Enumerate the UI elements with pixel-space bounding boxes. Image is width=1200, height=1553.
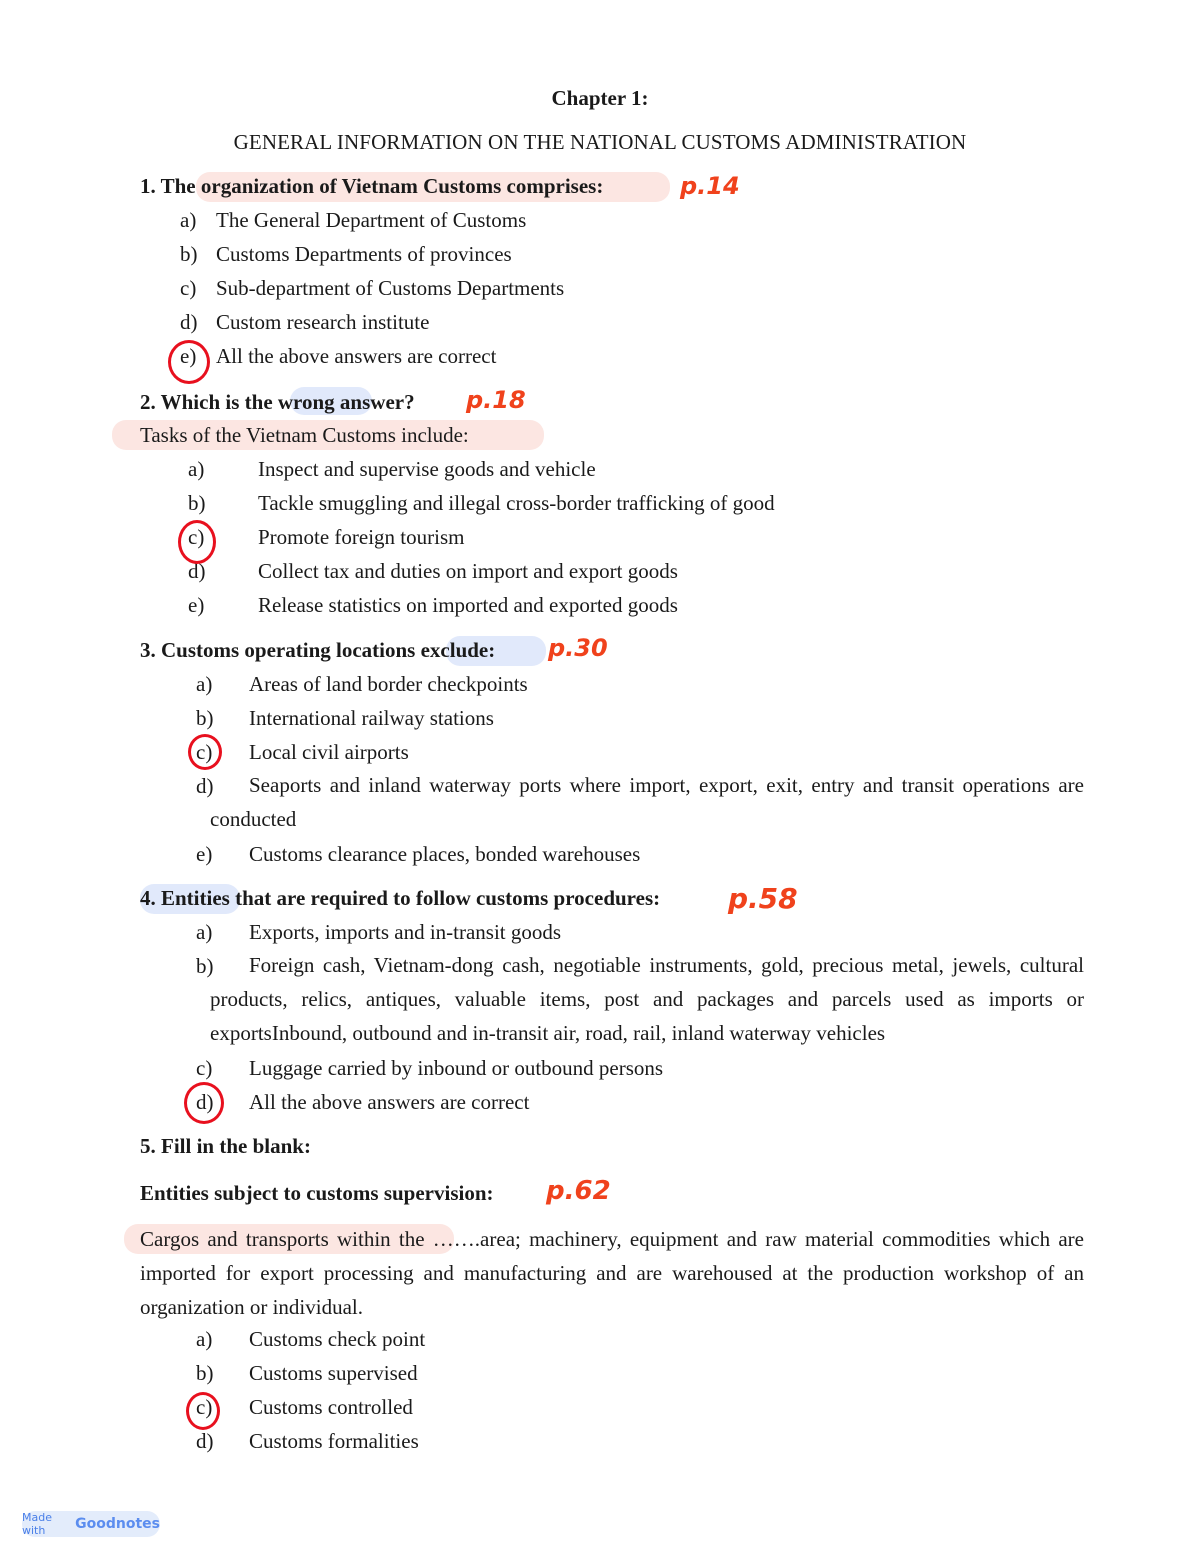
question-2-stem: Tasks of the Vietnam Customs include:	[140, 423, 469, 447]
badge-brand: Goodnotes	[75, 1516, 160, 1532]
page-note-q4: p.58	[728, 882, 798, 915]
answer-circle-q2	[178, 520, 216, 564]
option-letter: b)	[180, 242, 198, 266]
option-text: Local civil airports	[249, 740, 409, 764]
page-note-q5: p.62	[546, 1176, 611, 1206]
option-letter: a)	[196, 1327, 213, 1351]
option-text: Release statistics on imported and exported goods	[258, 593, 678, 617]
q4-option-b-text: Foreign cash, Vietnam-dong cash, negotiable instruments, gold, precious metal, jewels, cultural products, relics, antiques, valuable items, post and packages and parcels used as imports or exportsInbound, outbound and in-transit air, road, rail, inland waterway vehicles	[210, 953, 1084, 1045]
option-letter: e)	[188, 593, 205, 617]
option-text: All the above answers are correct	[249, 1090, 530, 1114]
option-letter: a)	[188, 457, 205, 481]
option-letter: c)	[196, 1056, 213, 1080]
option-letter: c)	[180, 276, 197, 300]
question-5: 5. Fill in the blank:	[140, 1134, 311, 1158]
document-title: GENERAL INFORMATION ON THE NATIONAL CUSTOMS ADMINISTRATION	[233, 130, 967, 154]
option-text: Custom research institute	[216, 310, 430, 334]
option-text: The General Department of Customs	[216, 208, 527, 232]
goodnotes-badge[interactable]	[22, 1511, 160, 1537]
option-letter: d)	[188, 559, 206, 583]
option-text: Customs controlled	[249, 1395, 413, 1419]
option-text: Sub-department of Customs Departments	[216, 276, 565, 300]
option-text: Tackle smuggling and illegal cross-border trafficking of good	[258, 491, 775, 515]
option-letter: d)	[196, 1429, 214, 1453]
option-text: Customs formalities	[249, 1429, 419, 1453]
question-5-paragraph: Cargos and transports within the …….area; machinery, equipment and raw material commodities which are imported for export processing and manufacturing and are warehoused at the production workshop of an organization or individual.	[140, 1227, 1084, 1319]
page-note-q1: p.14	[680, 172, 740, 200]
chapter-heading: Chapter 1:	[551, 86, 649, 110]
option-text: Customs Departments of provinces	[216, 242, 512, 266]
option-letter: c)	[196, 1395, 213, 1419]
page-note-q3: p.30	[548, 634, 608, 662]
option-text: Customs supervised	[249, 1361, 418, 1385]
answer-circle-q4	[184, 1082, 224, 1124]
option-letter: a)	[196, 920, 213, 944]
question-2: 2. Which is the wrong answer?	[140, 390, 415, 414]
option-text: Exports, imports and in-transit goods	[249, 920, 562, 944]
question-4: 4. Entities that are required to follow customs procedures:	[140, 886, 661, 910]
option-letter: d)	[180, 310, 198, 334]
option-letter: b)	[196, 706, 214, 730]
badge-prefix: Made with	[22, 1511, 52, 1537]
option-letter: a)	[180, 208, 197, 232]
option-text: Inspect and supervise goods and vehicle	[258, 457, 596, 481]
page-note-q2: p.18	[466, 386, 526, 414]
option-letter: b)	[196, 1361, 214, 1385]
question-1: 1. The organization of Vietnam Customs comprises:	[140, 174, 604, 198]
question-3: 3. Customs operating locations exclude:	[140, 638, 496, 662]
option-text: All the above answers are correct	[216, 344, 497, 368]
question-5-subheading: Entities subject to customs supervision:	[140, 1181, 494, 1205]
answer-circle-q3	[188, 734, 222, 770]
option-letter: e)	[196, 842, 213, 866]
option-letter: b)	[188, 491, 206, 515]
option-text: International railway stations	[249, 706, 494, 730]
option-letter: d)	[196, 1090, 214, 1114]
option-letter: c)	[188, 525, 205, 549]
option-text: Promote foreign tourism	[258, 525, 465, 549]
option-letter: c)	[196, 740, 213, 764]
option-text: Collect tax and duties on import and export goods	[258, 559, 678, 583]
answer-circle-q1	[168, 340, 210, 384]
option-text: Customs clearance places, bonded warehouses	[249, 842, 641, 866]
option-letter: e)	[180, 344, 197, 368]
option-text: Areas of land border checkpoints	[249, 672, 528, 696]
option-letter: d)	[196, 774, 214, 798]
option-text: Customs check point	[249, 1327, 426, 1351]
option-letter: b)	[196, 954, 214, 978]
option-letter: a)	[196, 672, 213, 696]
answer-circle-q5	[186, 1392, 220, 1430]
q3-option-d-text: Seaports and inland waterway ports where import, export, exit, entry and transit operations are conducted	[210, 773, 1084, 831]
option-text: Luggage carried by inbound or outbound persons	[249, 1056, 664, 1080]
